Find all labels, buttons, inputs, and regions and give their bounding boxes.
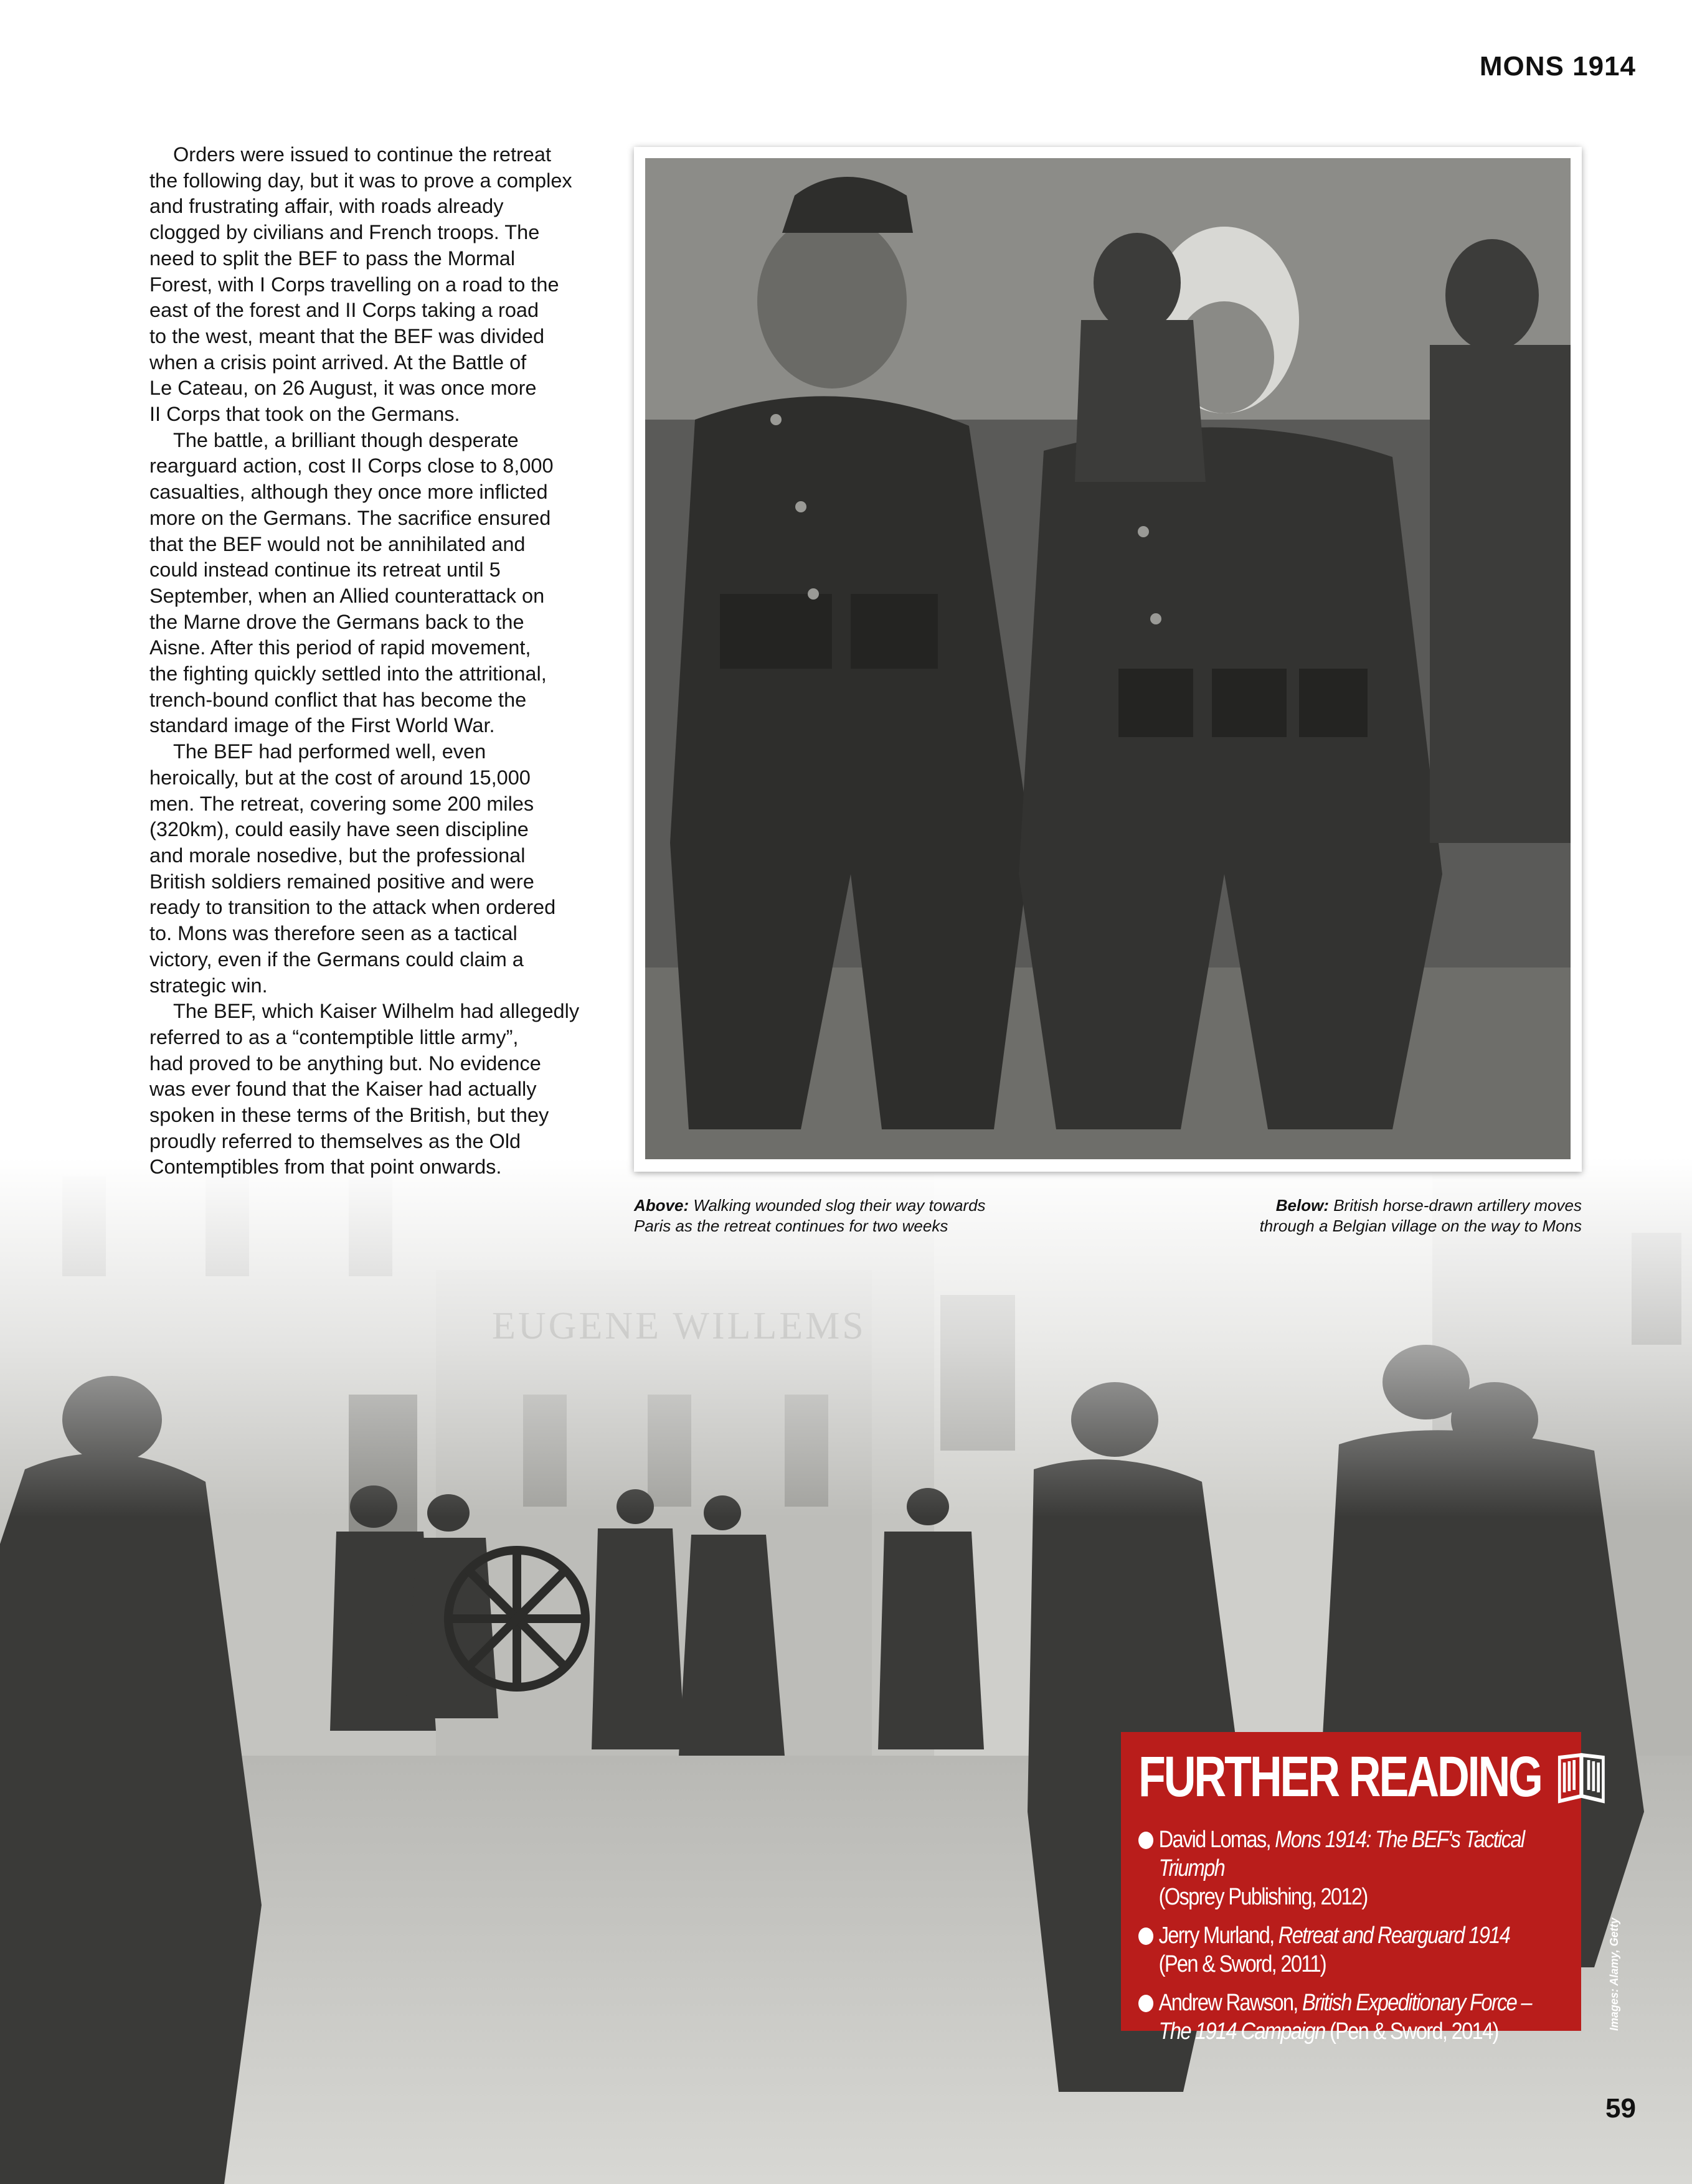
book-author: David Lomas, <box>1158 1827 1275 1853</box>
text-line: II Corps that took on the Germans. <box>149 403 460 426</box>
text-line: Le Cateau, on 26 August, it was once more <box>149 377 537 400</box>
caption-label: Above: <box>634 1196 689 1215</box>
text-line: proudly referred to themselves as the Old <box>149 1129 521 1152</box>
image-credit: Images: Alamy, Getty <box>1608 1918 1620 2031</box>
caption-text: British horse-drawn artillery moves <box>1328 1196 1582 1215</box>
text-line: standard image of the First World War. <box>149 714 495 737</box>
text-line: casualties, although they once more inflicted <box>149 481 548 504</box>
caption-text: Walking wounded slog their way towards <box>689 1196 986 1215</box>
text-line: to. Mons was therefore seen as a tactical <box>149 922 518 945</box>
top-photo-walking-wounded <box>634 147 1582 1172</box>
caption-text: through a Belgian village on the way to Mons <box>1259 1217 1582 1235</box>
text-line: rearguard action, cost II Corps close to 8,000 <box>149 454 554 478</box>
text-line: (320km), could easily have seen discipline <box>149 818 529 841</box>
text-line: Forest, with I Corps travelling on a road to the <box>149 273 559 296</box>
list-item <box>1138 1989 1556 2046</box>
caption-below <box>1183 1195 1582 1236</box>
text-line: trench-bound conflict that has become the <box>149 688 527 711</box>
text-line: more on the Germans. The sacrifice ensured <box>149 506 551 529</box>
text-line: the Marne drove the Germans back to the <box>149 610 524 633</box>
text-line: need to split the BEF to pass the Mormal <box>149 247 516 270</box>
text-line: the following day, but it was to prove a complex <box>149 169 572 192</box>
text-line: British soldiers remained positive and were <box>149 870 534 893</box>
text-line: Contemptibles from that point onwards. <box>149 1156 502 1179</box>
text-line: strategic win. <box>149 974 268 997</box>
paragraph <box>149 142 612 428</box>
text-line: spoken in these terms of the British, but they <box>149 1104 549 1127</box>
text-line: victory, even if the Germans could claim a <box>149 948 524 971</box>
text-line: Orders were issued to continue the retreat <box>173 143 551 166</box>
further-reading-box <box>1121 1732 1581 2045</box>
further-reading-title <box>1138 1745 1541 1809</box>
bullet-icon <box>1138 1832 1153 1849</box>
book-details: (Osprey Publishing, 2012) <box>1158 1884 1368 1910</box>
text-line: and frustrating affair, with roads already <box>149 195 504 218</box>
caption-label: Below: <box>1275 1196 1329 1215</box>
list-item <box>1138 1921 1556 1979</box>
caption-text: Paris as the retreat continues for two weeks <box>634 1217 948 1235</box>
text-line: The BEF, which Kaiser Wilhelm had allegedly <box>173 1000 580 1023</box>
bullet-icon <box>1138 1995 1153 2012</box>
text-line: and morale nosedive, but the professional <box>149 844 526 867</box>
text-line: the fighting quickly settled into the attritional, <box>149 662 547 685</box>
text-line: that the BEF would not be annihilated and <box>149 532 526 555</box>
text-line: The battle, a brilliant though desperate <box>173 428 519 451</box>
book-title: Mons 1914: The BEF's Tactical Triumph <box>1158 1827 1524 1881</box>
text-line: east of the forest and II Corps taking a road <box>149 299 539 322</box>
paragraph <box>149 428 612 739</box>
article-body <box>149 142 612 1180</box>
paragraph <box>149 999 612 1180</box>
text-line: The BEF had performed well, even <box>173 740 486 763</box>
further-reading-list <box>1138 1825 1564 2046</box>
book-author: Jerry Murland, <box>1158 1923 1278 1949</box>
text-line: could instead continue its retreat until 5 <box>149 558 501 581</box>
list-item <box>1138 1825 1556 1911</box>
text-line: September, when an Allied counterattack on <box>149 584 545 607</box>
book-title: British Expeditionary Force – The 1914 Campaign <box>1158 1990 1531 2045</box>
page-number: 59 <box>1605 2093 1636 2124</box>
text-line: Aisne. After this period of rapid movement, <box>149 636 531 659</box>
further-reading-heading: FURTHER READING <box>1138 1745 1541 1809</box>
text-line: heroically, but at the cost of around 15,000 <box>149 766 531 789</box>
book-title: Retreat and Rearguard 1914 <box>1278 1923 1510 1949</box>
paragraph <box>149 739 612 999</box>
text-line: ready to transition to the attack when ordered <box>149 896 556 919</box>
open-book-icon <box>1556 1749 1607 1805</box>
text-line: to the west, meant that the BEF was divided <box>149 324 545 347</box>
book-details: (Pen & Sword, 2014) <box>1329 2018 1498 2045</box>
book-author: Andrew Rawson, <box>1158 1990 1302 2016</box>
text-line: had proved to be anything but. No evidence <box>149 1052 541 1075</box>
caption-above <box>634 1195 1033 1236</box>
text-line: men. The retreat, covering some 200 miles <box>149 792 534 815</box>
text-line: referred to as a “contemptible little army”, <box>149 1025 519 1048</box>
text-line: clogged by civilians and French troops. The <box>149 221 540 244</box>
text-line: when a crisis point arrived. At the Battle of <box>149 351 527 374</box>
text-line: was ever found that the Kaiser had actually <box>149 1078 537 1101</box>
book-details: (Pen & Sword, 2011) <box>1158 1951 1326 1977</box>
bullet-icon <box>1138 1927 1153 1945</box>
section-title: MONS 1914 <box>1479 51 1636 82</box>
